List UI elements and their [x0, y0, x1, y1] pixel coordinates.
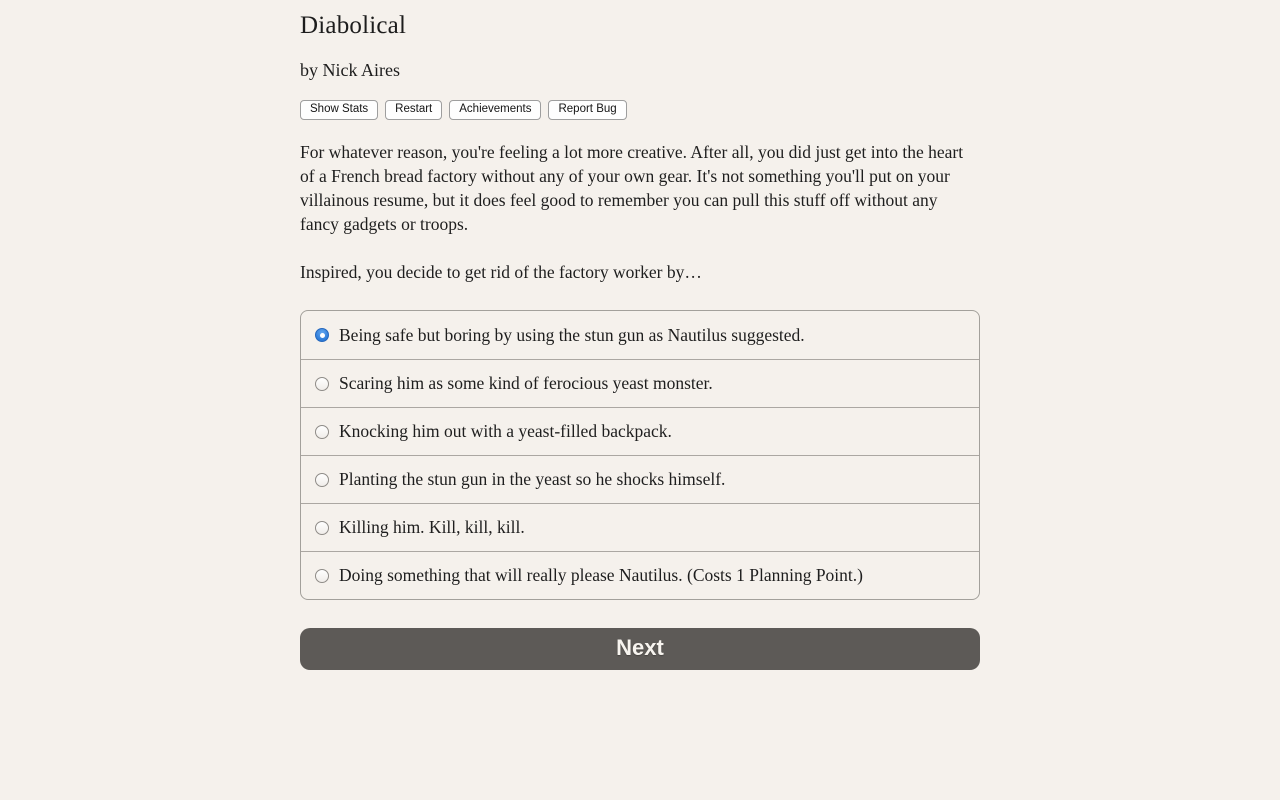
radio-icon[interactable]: [315, 425, 329, 439]
choice-option-label: Being safe but boring by using the stun gun as Nautilus suggested.: [339, 324, 805, 345]
story-paragraph: For whatever reason, you're feeling a lot more creative. After all, you did just get into the heart of a French bread factory without any of your own gear. It's not something you'll put on your villainous resume, but it does feel good to remember you can pull this stuff off without any fancy gadgets or troops.: [300, 142, 964, 235]
choice-option-2[interactable]: [301, 359, 979, 407]
radio-dot-icon: [320, 333, 325, 338]
radio-icon[interactable]: [315, 569, 329, 583]
restart-button[interactable]: Restart: [385, 100, 442, 120]
choice-option-6[interactable]: [301, 551, 979, 599]
radio-icon[interactable]: [315, 473, 329, 487]
story-text: [300, 140, 980, 284]
choice-list: [300, 310, 980, 600]
author-byline: by Nick Aires: [300, 60, 400, 80]
radio-icon[interactable]: [315, 328, 329, 342]
game-page: [300, 0, 980, 670]
choice-option-5[interactable]: [301, 503, 979, 551]
choice-option-label: Scaring him as some kind of ferocious yeast monster.: [339, 373, 713, 394]
choice-option-1[interactable]: [301, 311, 979, 359]
toolbar: [300, 100, 980, 120]
next-button[interactable]: Next: [300, 628, 980, 670]
choice-option-label: Knocking him out with a yeast-filled backpack.: [339, 421, 672, 442]
choice-option-label: Doing something that will really please Nautilus. (Costs 1 Planning Point.): [339, 565, 863, 586]
radio-icon[interactable]: [315, 377, 329, 391]
choice-option-4[interactable]: [301, 455, 979, 503]
choice-option-label: Planting the stun gun in the yeast so he shocks himself.: [339, 469, 726, 490]
report-bug-button[interactable]: Report Bug: [548, 100, 626, 120]
show-stats-button[interactable]: Show Stats: [300, 100, 378, 120]
achievements-button[interactable]: Achievements: [449, 100, 541, 120]
page-title: Diabolical: [300, 12, 407, 39]
choice-option-label: Killing him. Kill, kill, kill.: [339, 517, 525, 538]
radio-icon[interactable]: [315, 521, 329, 535]
story-prompt: Inspired, you decide to get rid of the factory worker by…: [300, 262, 702, 283]
choice-option-3[interactable]: [301, 407, 979, 455]
